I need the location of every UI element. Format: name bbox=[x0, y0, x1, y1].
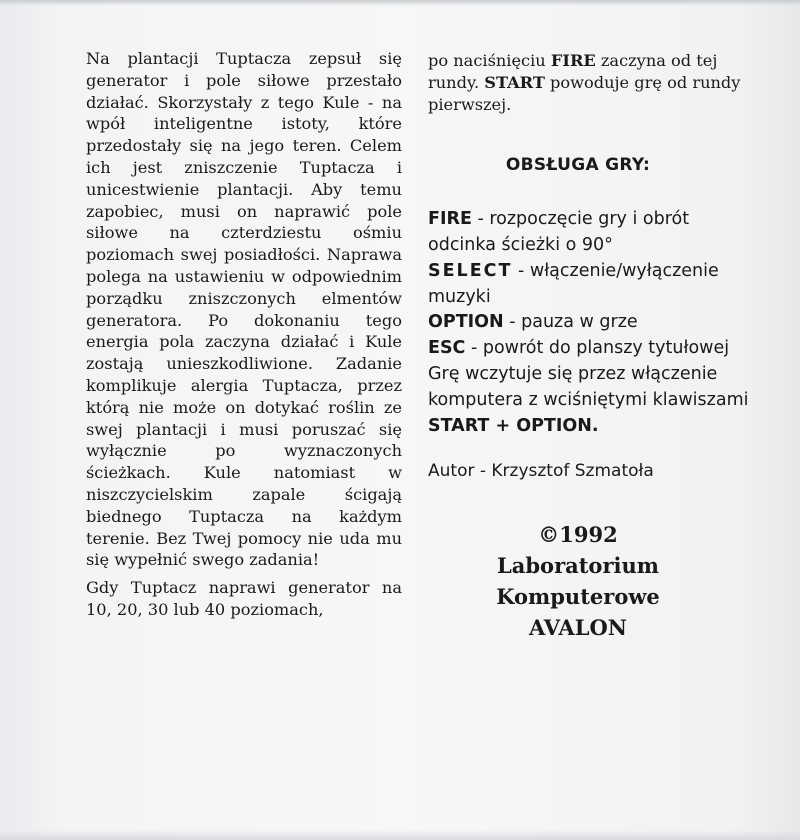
control-esc: ESC - powrót do planszy tytułowej bbox=[428, 338, 730, 359]
publisher-line-1: Laboratorium bbox=[497, 553, 659, 579]
page-edge-bottom bbox=[0, 830, 800, 840]
fire-key-inline: FIRE bbox=[550, 51, 596, 70]
copyright-year: ©1992 bbox=[538, 522, 618, 548]
story-paragraph: Na plantacji Tuptacza zepsuł się generator i pole siłowe przestało działać. Skorzystały z tego Kule - na wpół inteligentne istoty, które przedostały się na jego teren. Celem ich jest zniszczenie Tuptacza i unicestwienie plantacji. Aby temu zapobiec, musi on naprawić pole siłowe na czterdziestu ośmiu poziomach swej posiadłości. Naprawa polega na ustawieniu w odpowiednim porządku zniszczonych elmentów generatora. Po dokonaniu tego energia pola zaczyna działać i Kule zostają unieszkodliwione. Zadanie komplikuje alergia Tuptacza, przez którą nie może on dotykać roślin ze swej plantacji i musi poruszać się wyłącznie po wyznaczonych ścieżkach. Kule natomiast w niszczycielskim zapale ścigają biednego Tuptacza na każdym terenie. Bez Twej pomocy nie uda mu się wypełnić swego zadania! bbox=[86, 49, 402, 570]
control-fire: FIRE - rozpoczęcie gry i obrót odcinka ścieżki o 90° bbox=[428, 209, 690, 255]
start-key-inline: START bbox=[484, 72, 545, 92]
publisher-line-3: AVALON bbox=[529, 615, 627, 641]
controls-list bbox=[428, 207, 758, 439]
right-column bbox=[428, 50, 758, 643]
author-credit: Autor - Krzysztof Szmatoła bbox=[428, 461, 654, 482]
publisher-line-2: Komputerowe bbox=[496, 584, 660, 610]
loading-instructions: Grę wczytuje się przez włączenie komputera z wciśniętymi klawiszami bbox=[428, 363, 749, 410]
continue-paragraph: po naciśnięciu FIRE zaczyna od tej rundy. START powoduje grę od rundy pierwszej. bbox=[428, 51, 741, 114]
levels-paragraph: Gdy Tuptacz naprawi generator na 10, 20, 30 lub 40 poziomach, bbox=[86, 578, 402, 619]
control-option: OPTION - pauza w grze bbox=[428, 312, 638, 333]
publisher-block bbox=[428, 519, 728, 643]
control-select: SELECT - włączenie/wyłączenie muzyki bbox=[428, 260, 719, 307]
page-edge-top bbox=[0, 0, 800, 6]
left-column bbox=[86, 48, 402, 621]
controls-heading: OBSŁUGA GRY: bbox=[505, 155, 651, 176]
loading-keys: START + OPTION. bbox=[428, 415, 599, 436]
